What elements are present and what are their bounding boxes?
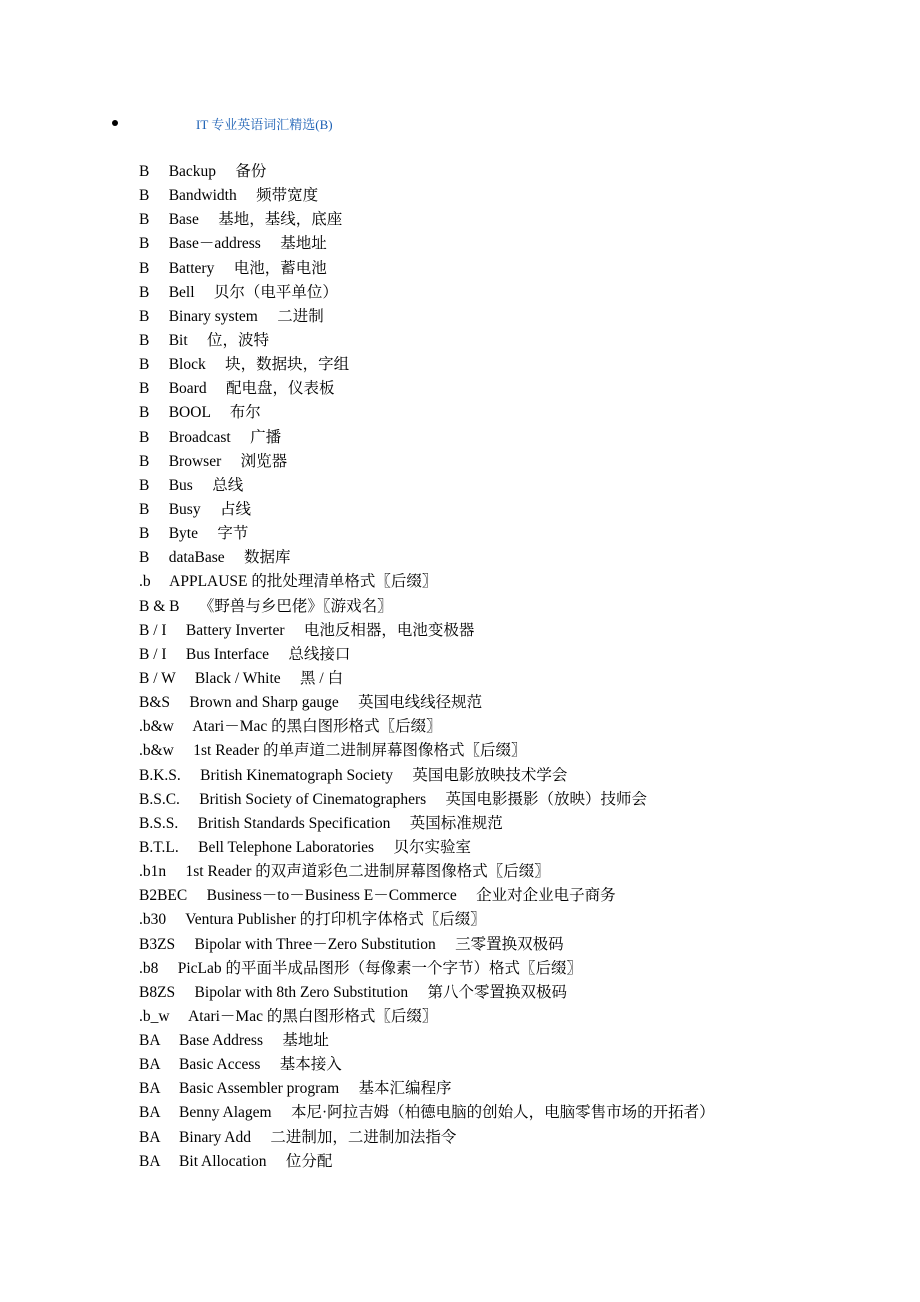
glossary-entry: B / I Bus Interface 总线接口	[139, 645, 351, 663]
glossary-entry: B Board 配电盘，仪表板	[139, 380, 335, 398]
glossary-entry: BA Base Address 基地址	[139, 1032, 329, 1050]
glossary-entry: B2BEC Business－to－Business E－Commerce 企业对企业电子商务	[139, 887, 616, 905]
glossary-entry: BA Basic Access 基本接入	[139, 1056, 342, 1074]
glossary-entry: B&S Brown and Sharp gauge 英国电线线径规范	[139, 694, 483, 712]
glossary-entry: B.S.C. British Society of Cinematographers 英国电影摄影（放映）技师会	[139, 790, 648, 808]
glossary-entry: B.T.L. Bell Telephone Laboratories 贝尔实验室	[139, 838, 471, 856]
glossary-entry: B Base－address 基地址	[139, 235, 327, 253]
glossary-entry: B BOOL 布尔	[139, 404, 261, 422]
glossary-entry: B8ZS Bipolar with 8th Zero Substitution 第八个零置换双极码	[139, 983, 567, 1001]
glossary-entry: .b8 PicLab 的平面半成品图形（每像素一个字节）格式〖后缀〗	[139, 959, 583, 977]
glossary-list	[139, 160, 899, 1174]
glossary-entry: .b_w Atari－Mac 的黑白图形格式〖后缀〗	[139, 1007, 438, 1025]
heading-link[interactable]: IT 专业英语词汇精选(B)	[196, 117, 333, 132]
glossary-entry: B.K.S. British Kinematograph Society 英国电影放映技术学会	[139, 766, 568, 784]
glossary-entry: B Bandwidth 频带宽度	[139, 187, 319, 205]
glossary-entry: B Busy 占线	[139, 500, 251, 518]
glossary-entry: BA Benny Alagem 本尼·阿拉吉姆（柏德电脑的创始人，电脑零售市场的开拓者）	[139, 1104, 715, 1122]
glossary-entry: B / I Battery Inverter 电池反相器，电池变极器	[139, 621, 475, 639]
glossary-entry: B.S.S. British Standards Specification 英国标准规范	[139, 814, 503, 832]
bullet-icon	[112, 120, 118, 126]
glossary-entry: B Bell 贝尔（电平单位）	[139, 283, 338, 301]
glossary-entry: B Backup 备份	[139, 163, 267, 180]
heading-list-item	[108, 113, 808, 133]
glossary-entry: .b1n 1st Reader 的双声道彩色二进制屏幕图像格式〖后缀〗	[139, 863, 550, 881]
glossary-entry: B dataBase 数据库	[139, 549, 291, 567]
glossary-entry: BA Basic Assembler program 基本汇编程序	[139, 1080, 452, 1098]
glossary-entry: B Binary system 二进制	[139, 307, 324, 325]
glossary-entry: BA Bit Allocation 位分配	[139, 1152, 333, 1170]
glossary-entry: B Bit 位，波特	[139, 331, 270, 349]
glossary-entry: B Block 块，数据块，字组	[139, 356, 350, 374]
glossary-entry: .b&w Atari－Mac 的黑白图形格式〖后缀〗	[139, 718, 442, 736]
glossary-entry: B Battery 电池，蓄电池	[139, 259, 327, 277]
glossary-entry: .b APPLAUSE 的批处理清单格式〖后缀〗	[139, 573, 438, 591]
glossary-entry: B / W Black / White 黑 / 白	[139, 669, 344, 687]
glossary-entry: B & B 《野兽与乡巴佬》〖游戏名〗	[139, 597, 393, 615]
glossary-entry: B Byte 字节	[139, 525, 249, 543]
glossary-entry: B3ZS Bipolar with Three－Zero Substitution 三零置换双极码	[139, 935, 564, 953]
glossary-entry: B Broadcast 广播	[139, 428, 282, 446]
glossary-entry: BA Binary Add 二进制加，二进制加法指令	[139, 1128, 457, 1146]
glossary-entry: B Bus 总线	[139, 476, 244, 494]
glossary-entry: B Base 基地，基线，底座	[139, 211, 343, 229]
glossary-entry: .b30 Ventura Publisher 的打印机字体格式〖后缀〗	[139, 911, 486, 929]
glossary-entry: .b&w 1st Reader 的单声道二进制屏幕图像格式〖后缀〗	[139, 742, 527, 760]
glossary-entry: B Browser 浏览器	[139, 452, 288, 470]
